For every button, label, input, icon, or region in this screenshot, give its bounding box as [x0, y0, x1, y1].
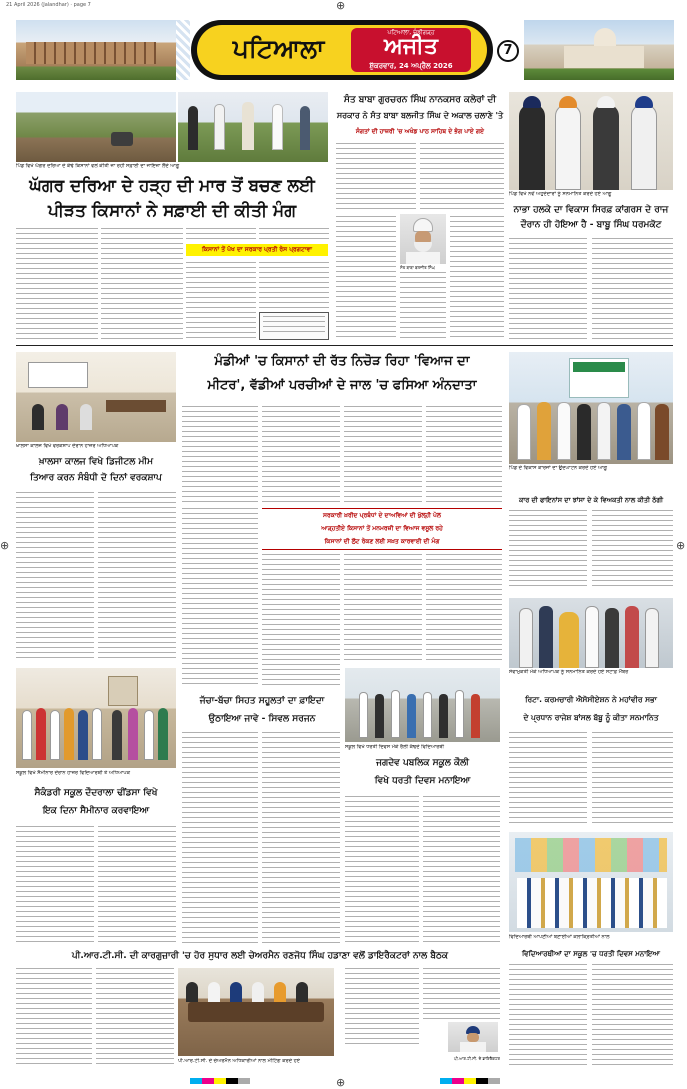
headline-car-fraud: ਕਾਰ ਦੀ ਫਾਇਨਾਂਸ ਦਾ ਝਾਂਸਾ ਦੇ ਕੇ ਵਿਅਕਤੀ ਨਾਲ ਕੀਤੀ ਠੱਗੀ — [518, 496, 664, 504]
masthead-paper-name: ਅਜੀਤ — [384, 34, 438, 59]
text-prtc-col3 — [345, 968, 419, 1046]
portrait-sant — [400, 214, 446, 264]
photo-students-art — [509, 832, 673, 932]
registration-mark-right: ⊕ — [676, 539, 686, 552]
masthead-city: ਪਟਿਆਲਾ — [232, 34, 325, 63]
text-seminar-col2 — [98, 826, 176, 944]
photo-retirement — [509, 598, 673, 668]
text-ghaggar-col3b — [186, 262, 256, 340]
highlight-ghaggar: ਕਿਸਾਨਾਂ ਤੋਂ ਪੱਖ ਦਾ ਸਰਕਾਰ ਪ੍ਰਤੀ ਰੋਸ ਪ੍ਰਗਟਾਵਾ — [186, 244, 328, 256]
section-rule-1 — [16, 345, 673, 346]
caption-ghaggar: ਪਿੰਡ ਵਿਖੇ ਘੱਗਰ ਦਰਿਆ ਦੇ ਕੰਢੇ ਕਿਸਾਨਾਂ ਵਲੋਂ ਕੀਤੀ ਜਾ ਰਹੀ ਸਫ਼ਾਈ ਦਾ ਜਾਇਜ਼ਾ ਲੈਂਦੇ ਆਗੂ — [16, 163, 180, 169]
text-ghaggar-col4b — [259, 262, 329, 310]
text-nabha-col1 — [509, 238, 587, 340]
photo-officials-field — [178, 92, 328, 162]
headline-association-2: ਦੇ ਪ੍ਰਧਾਨ ਰਾਜੇਸ਼ ਬਾਂਸਲ ਬੱਬੂ ਨੂੰ ਕੀਤਾ ਸਨਮਾਨਿਤ — [523, 713, 659, 722]
text-health-col2 — [262, 732, 340, 944]
headline-ghaggar-1: ਘੱਗਰ ਦਰਿਆ ਦੇ ਹੜ੍ਹ ਦੀ ਮਾਰ ਤੋਂ ਬਚਣ ਲਈ — [29, 176, 315, 196]
masthead-pattern — [176, 20, 190, 80]
headline-khalsa-2: ਤਿਆਰ ਕਰਨ ਸੰਬੰਧੀ ਦੋ ਦਿਨਾਂ ਵਰਕਸ਼ਾਪ — [30, 473, 162, 483]
portrait-sant-caption: ਸੰਤ ਬਾਬਾ ਬਲਜੀਤ ਸਿੰਘ — [400, 265, 435, 270]
photo-khalsa-workshop — [16, 352, 176, 442]
text-jagdev-col1 — [345, 796, 419, 944]
page-number: 7 — [497, 40, 519, 62]
highlight-mandi-3: ਕਿਸਾਨਾਂ ਦੀ ਲੁੱਟ ਰੋਕਣ ਲਈ ਸਖ਼ਤ ਕਾਰਵਾਈ ਦੀ ਮੰਗ — [264, 536, 500, 548]
headline-health-1: ਜੱਚਾ-ਬੱਚਾ ਸਿਹਤ ਸਹੂਲਤਾਂ ਦਾ ਫ਼ਾਇਦਾ — [199, 696, 325, 706]
registration-mark-bottom: ⊕ — [336, 1076, 346, 1089]
text-students-col1 — [509, 964, 587, 1066]
caption-nabha: ਪਿੰਡ ਵਿਖੇ ਨਵੇਂ ਅਹੁਦੇਦਾਰਾਂ ਨੂੰ ਸਨਮਾਨਿਤ ਕਰਦੇ ਹੋਏ ਆਗੂ — [509, 191, 612, 197]
headline-ghaggar-2: ਪੀੜਤ ਕਿਸਾਨਾਂ ਨੇ ਸਫ਼ਾਈ ਦੀ ਕੀਤੀ ਮੰਗ — [47, 201, 297, 221]
text-ghaggar-col2 — [101, 228, 183, 340]
print-line: 21 April 2026 (Jalandhar) · page 7 — [6, 2, 91, 8]
photo-nabha-leaders — [509, 92, 673, 190]
text-mandi-col3 — [344, 406, 422, 506]
text-mandi-col1 — [182, 406, 258, 506]
text-ghaggar-col3 — [186, 228, 256, 242]
headline-health-2: ਉਠਾਇਆ ਜਾਵੇ - ਸਿਵਲ ਸਰਜਨ — [208, 714, 316, 724]
headline-khalsa-1: ਖ਼ਾਲਸਾ ਕਾਲਜ ਵਿਖੇ ਡਿਜੀਟਲ ਮੀਮ — [38, 457, 154, 467]
text-prtc-col1 — [16, 968, 92, 1066]
highlight-mandi-2: ਆੜ੍ਹਤੀਏ ਕਿਸਾਨਾਂ ਤੋਂ ਮਨਮਰਜ਼ੀ ਦਾ ਵਿਆਜ ਵਸੂਲ ਰਹੇ — [264, 523, 500, 535]
text-association-col1 — [509, 732, 587, 824]
caption-retirement: ਸੇਵਾਮੁਕਤੀ ਮੌਕੇ ਅਧਿਆਪਕ ਨੂੰ ਸਨਮਾਨਿਤ ਕਰਦੇ ਹੋਏ ਸਟਾਫ਼ ਮੈਂਬਰ — [509, 669, 629, 675]
masthead-banner — [191, 20, 493, 80]
photo-inauguration — [509, 352, 673, 464]
registration-mark-top: ⊕ — [336, 0, 346, 12]
masthead-right-photo — [524, 20, 674, 80]
caption-prtc-director: ਪੀ.ਆਰ.ਟੀ.ਸੀ. ਦੇ ਡਾਇਰੈਕਟਰ — [453, 1056, 500, 1061]
masthead-left-photo — [16, 20, 176, 80]
headline-sant-2: ਸਰਕਾਰ ਨੇ ਸੰਤ ਬਾਬਾ ਬਲਜੀਤ ਸਿੰਘ ਦੇ ਅਕਾਲ ਚਲਾਣੇ 'ਤੇ — [336, 111, 504, 120]
text-sant-col2 — [420, 143, 504, 213]
photo-prtc-meeting — [178, 968, 334, 1056]
color-bar-right — [440, 1078, 500, 1084]
photo-ghaggar-river — [16, 92, 176, 162]
headline-sant-1: ਸੰਤ ਬਾਬਾ ਗੁਰਚਰਨ ਸਿੰਘ ਨਾਨਕਸਰ ਕਲੇਰਾਂ ਦੀ — [343, 95, 497, 105]
color-bar-left — [190, 1078, 250, 1084]
headline-students-art: ਵਿਦਿਆਰਥੀਆਂ ਦਾ ਸਕੂਲ 'ਚ ਧਰਤੀ ਦਿਵਸ ਮਨਾਇਆ — [522, 950, 660, 958]
headline-association-1: ਰਿਟਾ. ਕਰਮਚਾਰੀ ਐਸੋਸੀਏਸ਼ਨ ਨੇ ਮਹਾਂਵੀਰ ਸਭਾ — [525, 695, 657, 704]
text-mandi-col4b — [426, 554, 502, 664]
headline-nabha-2: ਦੌਰਾਨ ਹੀ ਹੋਇਆ ਹੈ - ਬਾਬੂ ਸਿੰਘ ਧਰਮਕੋਟ — [520, 220, 662, 230]
photo-earth-day-rally — [345, 668, 500, 742]
text-prtc-col4 — [423, 968, 500, 1022]
text-car-col2 — [592, 510, 673, 590]
text-sant-col1b — [336, 216, 396, 340]
caption-inauguration: ਪਿੰਡ ਦੇ ਵਿਕਾਸ ਕਾਰਜਾਂ ਦਾ ਉਦਘਾਟਨ ਕਰਦੇ ਹੋਏ ਆਗੂ — [509, 465, 607, 471]
text-mandi-col1b — [182, 508, 258, 688]
text-sant-col1 — [336, 143, 416, 213]
headline-seminar-1: ਸੈਕੰਡਰੀ ਸਕੂਲ ਦੌਦਰਾਲਾ ਢੀਂਡਸਾ ਵਿਖੇ — [34, 788, 158, 798]
photo-school-seminar — [16, 668, 176, 768]
text-sant-col2b — [450, 216, 504, 340]
caption-earth-day: ਸਕੂਲ ਵਿਖੇ ਧਰਤੀ ਦਿਵਸ ਮੌਕੇ ਰੈਲੀ ਕੱਢਦੇ ਵਿਦਿਆਰਥੀ — [345, 744, 445, 750]
headline-seminar-2: ਇਕ ਦਿਨਾ ਸੈਮੀਨਾਰ ਕਰਵਾਇਆ — [42, 806, 150, 816]
text-students-col2 — [592, 964, 673, 1066]
caption-prtc: ਪੀ.ਆਰ.ਟੀ.ਸੀ. ਦੇ ਚੇਅਰਮੈਨ ਅਧਿਕਾਰੀਆਂ ਨਾਲ ਮੀਟਿੰਗ ਕਰਦੇ ਹੋਏ — [178, 1058, 300, 1064]
headline-prtc: ਪੀ.ਆਰ.ਟੀ.ਸੀ. ਦੀ ਕਾਰਗੁਜ਼ਾਰੀ 'ਚ ਹੋਰ ਸੁਧਾਰ ਲਈ ਚੇਅਰਮੈਨ ਰਣਜੋਧ ਸਿੰਘ ਹਡਾਣਾ ਵਲੋਂ ਡਾਇਰੈਕਟਰਾਂ ਨਾਲ ਬੈਠਕ — [71, 951, 449, 961]
text-mandi-col3b — [344, 554, 422, 664]
text-seminar-col1 — [16, 826, 94, 944]
text-ghaggar-col4 — [259, 228, 329, 242]
text-nabha-col2 — [592, 238, 673, 340]
masthead-edition: ਪਟਿਆਲਾ, ਚੰਡੀਗੜ੍ਹ — [387, 29, 435, 36]
highlight-mandi-1: ਸਰਕਾਰੀ ਖ਼ਰੀਦ ਪ੍ਰਬੰਧਾਂ ਦੇ ਦਾਅਵਿਆਂ ਦੀ ਖੁੱਲ੍ਹੀ ਪੋਲ — [264, 510, 500, 522]
masthead-date: ਸ਼ੁੱਕਰਵਾਰ, 24 ਅਪ੍ਰੈਲ 2026 — [369, 62, 453, 70]
headline-mandi-1: ਮੰਡੀਆਂ 'ਚ ਕਿਸਾਨਾਂ ਦੀ ਰੱਤ ਨਿਚੋੜ ਰਿਹਾ 'ਵਿਆਜ ਦਾ — [214, 354, 470, 369]
text-association-col2 — [592, 732, 673, 824]
portrait-prtc-director — [448, 1022, 498, 1052]
text-ghaggar-col1 — [16, 228, 98, 340]
text-mandi-col2b — [262, 554, 340, 688]
caption-students-art: ਵਿਦਿਆਰਥੀ ਆਪਣੀਆਂ ਬਣਾਈਆਂ ਕਲਾਕ੍ਰਿਤੀਆਂ ਨਾਲ — [509, 934, 610, 940]
text-sant-col3 — [400, 272, 446, 340]
text-health-col1 — [182, 732, 258, 944]
text-khalsa-col2 — [98, 492, 176, 662]
text-mandi-col2 — [262, 406, 340, 506]
text-car-col1 — [509, 510, 587, 590]
headline-jagdev-1: ਜਗਦੇਵ ਪਬਲਿਕ ਸਕੂਲ ਕੌਲੀ — [376, 758, 469, 768]
text-prtc-col2 — [96, 968, 174, 1066]
caption-seminar: ਸਕੂਲ ਵਿਖੇ ਸੈਮੀਨਾਰ ਦੌਰਾਨ ਹਾਜ਼ਰ ਵਿਦਿਆਰਥੀ ਤੇ ਅਧਿਆਪਕ — [16, 770, 130, 776]
subhead-sant: ਸੰਗਤਾਂ ਦੀ ਹਾਜ਼ਰੀ 'ਚ ਅਖੰਡ ਪਾਠ ਸਾਹਿਬ ਦੇ ਭੋਗ ਪਾਏ ਗਏ — [336, 127, 504, 137]
text-jagdev-col2 — [423, 796, 500, 944]
headline-jagdev-2: ਵਿਖੇ ਧਰਤੀ ਦਿਵਸ ਮਨਾਇਆ — [374, 776, 471, 786]
registration-mark-left: ⊕ — [0, 539, 10, 552]
headline-nabha-1: ਨਾਭਾ ਹਲਕੇ ਦਾ ਵਿਕਾਸ ਸਿਰਫ਼ ਕਾਂਗਰਸ ਦੇ ਰਾਜ — [513, 205, 669, 215]
text-khalsa-col1 — [16, 492, 94, 662]
caption-khalsa: ਖ਼ਾਲਸਾ ਕਾਲਜ ਵਿਖੇ ਵਰਕਸ਼ਾਪ ਦੌਰਾਨ ਹਾਜ਼ਰ ਅਧਿਆਪਕ — [16, 443, 119, 449]
ad-box-small — [259, 312, 329, 340]
headline-mandi-2: ਮੀਟਰ', ਵੱਡੀਆਂ ਪਰਚੀਆਂ ਦੇ ਜਾਲ 'ਚ ਫਸਿਆ ਅੰਨਦਾਤਾ — [207, 378, 477, 393]
text-mandi-col4 — [426, 406, 502, 506]
